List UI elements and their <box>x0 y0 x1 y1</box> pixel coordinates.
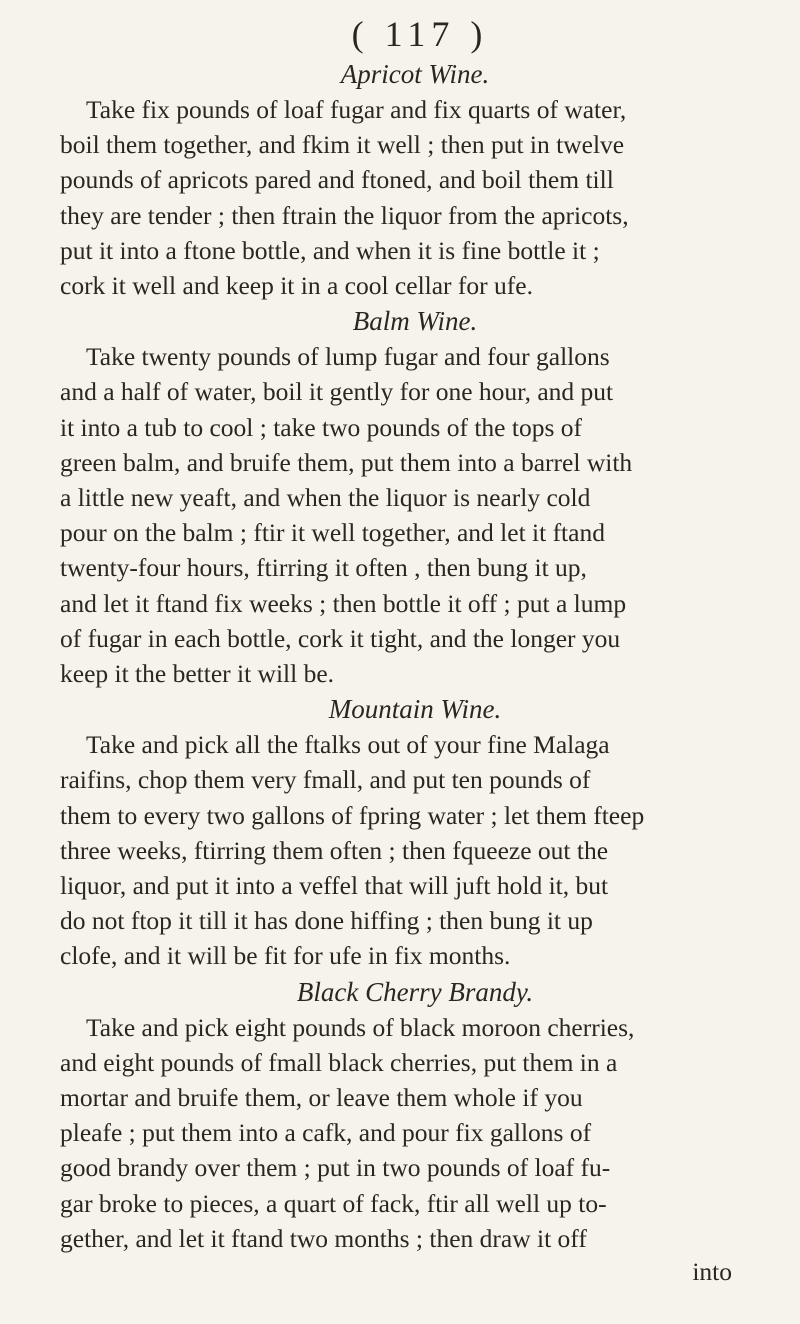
text-line: green balm, and bruife them, put them into a barrel with <box>60 447 633 477</box>
text-line: put it into a ftone bottle, and when it is fine bottle it ; <box>60 235 600 265</box>
text-line: and eight pounds of fmall black cherries, put them in a <box>60 1047 618 1077</box>
recipe-title: Balm Wine. <box>352 306 478 337</box>
text-line: liquor, and put it into a veffel that will juft hold it, but <box>60 871 609 901</box>
text-line: gar broke to pieces, a quart of fack, ftir all well up to- <box>60 1188 607 1218</box>
text-line: raifins, chop them very fmall, and put ten pounds of <box>60 765 591 795</box>
recipe-body <box>60 727 760 973</box>
text-line: keep it the better it will be. <box>60 659 335 689</box>
text-line: it into a tub to cool ; take two pounds of the tops of <box>60 412 582 442</box>
text-line: they are tender ; then ftrain the liquor from the apricots, <box>60 200 629 230</box>
page-number: ( 117 ) <box>351 14 489 54</box>
text-line: pour on the balm ; ftir it well together, and let it ftand <box>60 518 605 548</box>
recipe-title: Black Cherry Brandy. <box>296 976 534 1007</box>
text-line: Take and pick all the ftalks out of your fine Malaga <box>86 730 610 760</box>
text-line: gether, and let it ftand two months ; then draw it off <box>60 1223 587 1253</box>
text-line: pounds of apricots pared and ftoned, and boil them till <box>60 165 614 195</box>
recipe-body <box>60 1010 760 1256</box>
text-line: boil them together, and fkim it well ; then put in twelve <box>60 130 625 160</box>
text-line: and a half of water, boil it gently for one hour, and put <box>60 377 614 407</box>
catchword: into <box>692 1257 732 1287</box>
recipe-section <box>60 56 760 303</box>
text-line: clofe, and it will be fit for ufe in fix months. <box>60 941 511 971</box>
text-line: do not ftop it till it has done hiffing ; then bung it up <box>60 906 593 936</box>
recipe-section <box>60 691 760 973</box>
recipe-list <box>60 56 760 1256</box>
text-line: twenty-four hours, ftirring it often , then bung it up, <box>60 553 587 583</box>
recipe-section <box>60 974 760 1256</box>
text-line: and let it ftand fix weeks ; then bottle it off ; put a lump <box>60 588 627 618</box>
recipe-section <box>60 303 760 691</box>
text-line: good brandy over them ; put in two pounds of loaf fu- <box>60 1153 611 1183</box>
text-line: Take twenty pounds of lump fugar and four gallons <box>86 342 610 372</box>
text-line: mortar and bruife them, or leave them whole if you <box>60 1083 583 1113</box>
text-line: a little new yeaft, and when the liquor is nearly cold <box>60 483 591 513</box>
text-line: pleafe ; put them into a cafk, and pour fix gallons of <box>60 1118 592 1148</box>
text-line: three weeks, ftirring them often ; then fqueeze out the <box>60 835 609 865</box>
text-line: Take fix pounds of loaf fugar and fix quarts of water, <box>86 95 627 124</box>
recipe-body <box>60 339 760 691</box>
recipe-title: Apricot Wine. <box>340 59 490 89</box>
recipe-body <box>60 92 760 303</box>
text-line: cork it well and keep it in a cool cellar for ufe. <box>60 271 533 301</box>
text-line: Take and pick eight pounds of black moroon cherries, <box>86 1012 635 1042</box>
text-line: of fugar in each bottle, cork it tight, and the longer you <box>60 623 621 653</box>
recipe-title: Mountain Wine. <box>328 694 502 725</box>
text-line: them to every two gallons of fpring water ; let them fteep <box>60 800 645 830</box>
